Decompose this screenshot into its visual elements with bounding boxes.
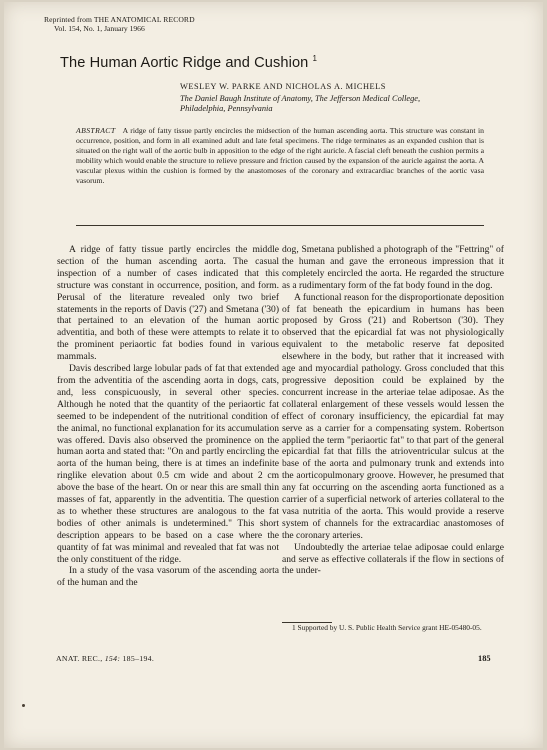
affiliation-line-1: The Daniel Baugh Institute of Anatomy, The Jefferson Medical College, [180, 94, 421, 103]
paragraph: In a study of the vasa vasorum of the ascending aorta of the human and the [57, 565, 279, 589]
abstract-divider [76, 225, 484, 226]
body-column-right [282, 244, 504, 577]
journal-pages: 185–194. [122, 654, 155, 663]
journal-citation [56, 654, 154, 663]
body-column-left [57, 244, 279, 589]
title-text: The Human Aortic Ridge and Cushion [60, 54, 309, 71]
article-title [60, 54, 520, 71]
reprint-notice [44, 16, 195, 34]
paper-speck [22, 704, 25, 707]
reprint-line-2: Vol. 154, No. 1, January 1966 [54, 23, 145, 33]
abstract-text: A ridge of fatty tissue partly encircles the midsection of the human ascending aorta. This structure was constant in occurrence, position, and form in all examined adult and late fetal specimens. The ridge terminates as an expanded cushion that is situated on the right wall of the aortic bulb in apposition to the edge of the right auricle. A fascial cleft beneath the cushion permits a mobility which would enable the structure to relieve pressure and friction caused by the expansion of the auricle against the aorta. A vascular plexus within the cushion is formed by the anastomoses of the coronary and extracardiac branches of the aortic vasa vasorum. [76, 126, 484, 186]
authors: WESLEY W. PARKE AND NICHOLAS A. MICHELS [180, 82, 386, 91]
paragraph: A ridge of fatty tissue partly encircles the middle section of the human ascending aorta. The casual inspection of a number of cases indicated that this structure was constant in occurrence, position, and form. Perusal of the literature revealed only two brief statements in the reports of Davis ('27) and Smetana ('30) that pertained to an elevation of the human aortic adventitia, and both of these were attempts to relate it to the prominent periaortic fat bodies found in various mammals. [57, 244, 279, 363]
abstract [76, 126, 484, 187]
affiliation [180, 94, 510, 115]
paragraph: dog, Smetana published a photograph of the "Fettring" of the human and gave the erroneous impression that it completely encircled the aorta. He regarded the structure as a rudimentary form of the fat body found in the dog. [282, 244, 504, 291]
abstract-label: ABSTRACT [76, 126, 116, 135]
journal-volume: 154: [104, 654, 121, 663]
page-number: 185 [478, 654, 491, 663]
affiliation-line-2: Philadelphia, Pennsylvania [180, 104, 273, 114]
title-footnote-mark: 1 [312, 54, 318, 63]
paragraph: A functional reason for the disproportionate deposition of fat beneath the epicardium in humans has been proposed by Gross ('21) and Robertson ('30). They observed that the epicardial fat was not physiologically equivalent to the metabolic reserve fat deposited elsewhere in the body, but rather that it increased with age and myocardial pathology. Gross concluded that this progressive deposition could be explained by the concurrent increase in the arteriae telae adiposae. As the collateral enlargement of these vessels would lessen the effect of coronary insufficiency, the epicardial fat may serve as a carrier for a compensating system. Robertson applied the term "periaortic fat" to that part of the general epicardial fat that fills the atrioventricular sulcus at the base of the aorta and pulmonary trunk and extends into the aorticopulmonary groove. However, he presumed that any fat occurring on the ascending aorta functioned as a carrier of a superficial network of arteries collateral to the vasa nutritia of the aorta. This would provide a reserve system of channels for the extracardiac anastomoses of the coronary arteries. [282, 291, 504, 541]
paragraph: Undoubtedly the arteriae telae adiposae could enlarge and serve as effective collaterals if the flow in sections of the under- [282, 541, 504, 577]
reprint-line-1: Reprinted from THE ANATOMICAL RECORD [44, 15, 195, 24]
footnote-text: 1 Supported by U. S. Public Health Service grant HE-05480-05. [292, 623, 482, 632]
footnote [282, 624, 504, 633]
journal-name: ANAT. REC., [56, 654, 103, 663]
paragraph: Davis described large lobular pads of fat that extended from the adventitia of the ascending aorta in dogs, cats, and, less conspicuously, in several other species. Although he noted that the quantity of the periaortic fat seemed to be independent of the nutritional condition of the animal, no functional explanation for its accumulation was offered. Davis also observed the prominence on the human aorta and stated that: "On and partly encircling the aorta of the human being, there is at times an indefinite ringlike elevation about 0.5 cm wide and about 2 cm above the base of the heart. On or near this are small thin masses of fat, apparently in the adventitia. The question as to whether these structures are analogous to the fat bodies of other animals is undetermined." This short description appears to be based on a case where the quantity of fat was minimal and revealed that fat was not the only constituent of the ridge. [57, 363, 279, 565]
paper-page [4, 2, 543, 748]
